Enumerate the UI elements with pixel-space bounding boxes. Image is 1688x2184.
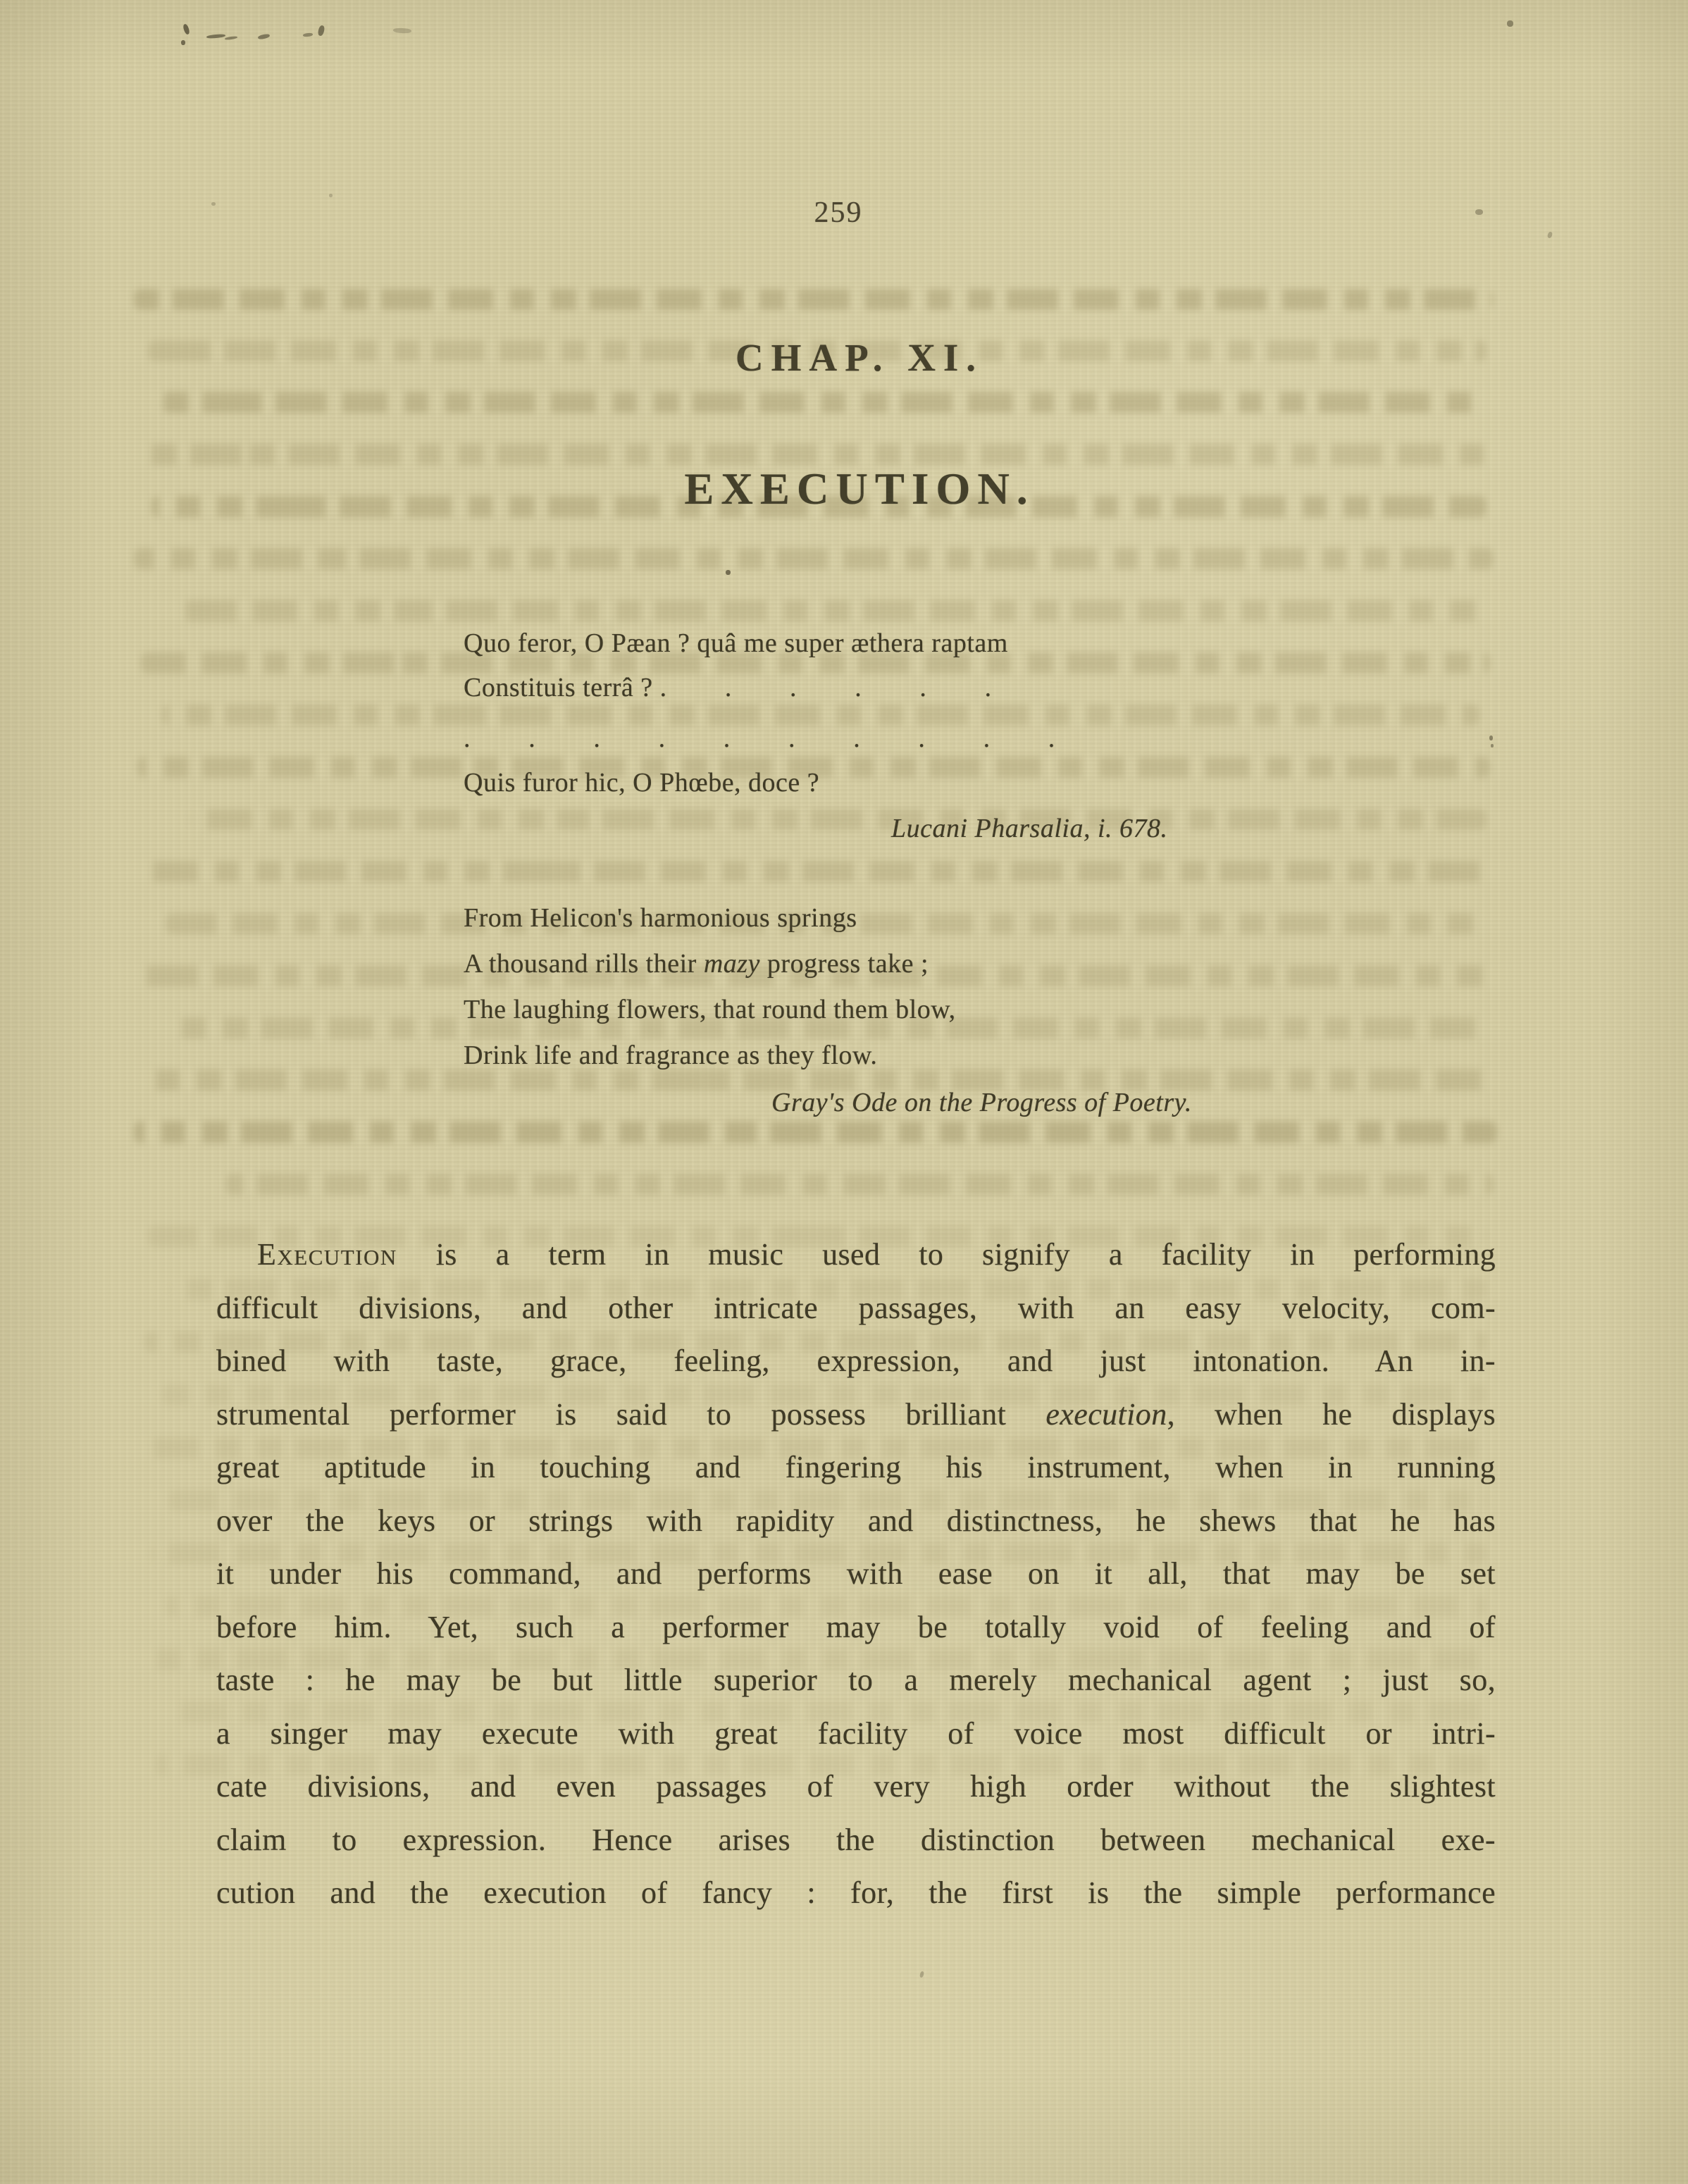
page-number: 259 (814, 197, 863, 229)
text-line (216, 1601, 1496, 1654)
bleed-through-row (137, 444, 1487, 465)
text-line (216, 1866, 1496, 1920)
ink-speck (182, 23, 190, 35)
text-segment: it under his command, and performs with ease on it all, that may be set (216, 1556, 1496, 1591)
text-segment: difficult divisions, and other intricate passages, with an easy velocity, com- (216, 1290, 1496, 1325)
text-segment: taste : he may be but little superior to a merely mechanical agent ; just so, (216, 1663, 1496, 1697)
bleed-through-row (134, 548, 1494, 569)
text-segment: Constituis terrâ ? (464, 673, 660, 702)
quote-attribution (891, 813, 1168, 844)
text-segment: . . . . . . (659, 673, 992, 702)
text-segment: strumental performer is said to possess brilliant (216, 1396, 1046, 1432)
english-epigraph (464, 904, 1192, 1118)
body-text (216, 1228, 1496, 1920)
ink-speck (393, 27, 411, 33)
text-segment: From Helicon's harmonious springs (464, 903, 857, 933)
text-line (216, 1653, 1496, 1707)
text-line (216, 1388, 1496, 1441)
text-segment: cate divisions, and even passages of very high order without the slightest (216, 1769, 1496, 1804)
ink-speck (726, 570, 731, 575)
bleed-through-row (134, 1122, 1497, 1143)
text-segment: progress take ; (759, 949, 929, 979)
text-line (216, 1707, 1496, 1761)
text-segment: claim to expression. Hence arises the distinction between mechanical exe- (216, 1822, 1496, 1857)
text-line (216, 1228, 1496, 1282)
ink-speck (206, 34, 225, 39)
text-line (216, 1334, 1496, 1388)
text-line (216, 1494, 1496, 1548)
text-line (216, 1547, 1496, 1601)
italic-text: Gray's Ode on the Progress of Poetry. (771, 1088, 1192, 1117)
ink-speck (1507, 20, 1513, 27)
italic-text: mazy (703, 949, 760, 979)
text-segment: before him. Yet, such a performer may be totally void of feeling and of (216, 1609, 1496, 1644)
bleed-through-row (183, 600, 1487, 621)
text-segment: cution and the execution of fancy : for, the first is the simple performance (216, 1875, 1496, 1910)
text-line (464, 950, 1192, 978)
text-line (216, 1760, 1496, 1813)
text-line (464, 724, 1168, 752)
smallcaps-text: Execution (257, 1237, 397, 1272)
chapter-title: EXECUTION. (684, 464, 1035, 514)
bleed-through-row (162, 392, 1487, 413)
text-line (216, 1282, 1496, 1335)
text-segment: great aptitude in touching and fingering his instrument, when in running (216, 1450, 1496, 1484)
text-line (216, 1813, 1496, 1867)
text-line (464, 629, 1168, 657)
text-segment: The laughing flowers, that round them blow, (464, 995, 956, 1024)
text-segment: bined with taste, grace, feeling, expression, and just intonation. An in- (216, 1344, 1496, 1378)
text-segment: is a term in music used to signify a facility in performing (397, 1237, 1496, 1272)
text-segment: Quis furor hic, O Phœbe, doce ? (464, 768, 820, 798)
ink-speck (225, 36, 237, 40)
text-line (464, 904, 1192, 932)
text-segment: . . . . . . . . . . (464, 724, 1055, 753)
quote-attribution (771, 1087, 1192, 1118)
italic-text: execution (1045, 1396, 1167, 1432)
ink-speck (317, 25, 325, 36)
chapter-heading: CHAP. XI. (735, 336, 984, 379)
ink-speck (181, 40, 185, 45)
bleed-through-row (144, 861, 1487, 882)
text-line (464, 1041, 1192, 1069)
text-segment: , when he displays (1167, 1396, 1496, 1432)
ink-speck (1547, 231, 1553, 239)
ink-speck (919, 1971, 924, 1978)
text-segment: a singer may execute with great facility of voice most difficult or intri- (216, 1715, 1496, 1751)
ink-speck (258, 33, 271, 39)
text-segment: Drink life and fragrance as they flow. (464, 1041, 878, 1070)
bleed-through-row (134, 289, 1494, 310)
text-line (216, 1441, 1496, 1494)
text-segment: Quo feror, O Pæan ? quâ me super æthera raptam (464, 628, 1008, 658)
italic-text: Lucani Pharsalia, i. 678. (891, 814, 1168, 843)
text-segment: A thousand rills their (464, 949, 704, 979)
latin-epigraph (464, 629, 1168, 844)
ink-speck (1489, 736, 1493, 740)
text-line (464, 674, 1168, 702)
text-line (464, 995, 1192, 1024)
text-segment: over the keys or strings with rapidity and distinctness, he shews that he has (216, 1503, 1496, 1538)
text-line (464, 769, 1168, 797)
ink-speck (303, 32, 313, 37)
ink-speck (1491, 744, 1494, 747)
bleed-through-row (225, 1174, 1494, 1195)
